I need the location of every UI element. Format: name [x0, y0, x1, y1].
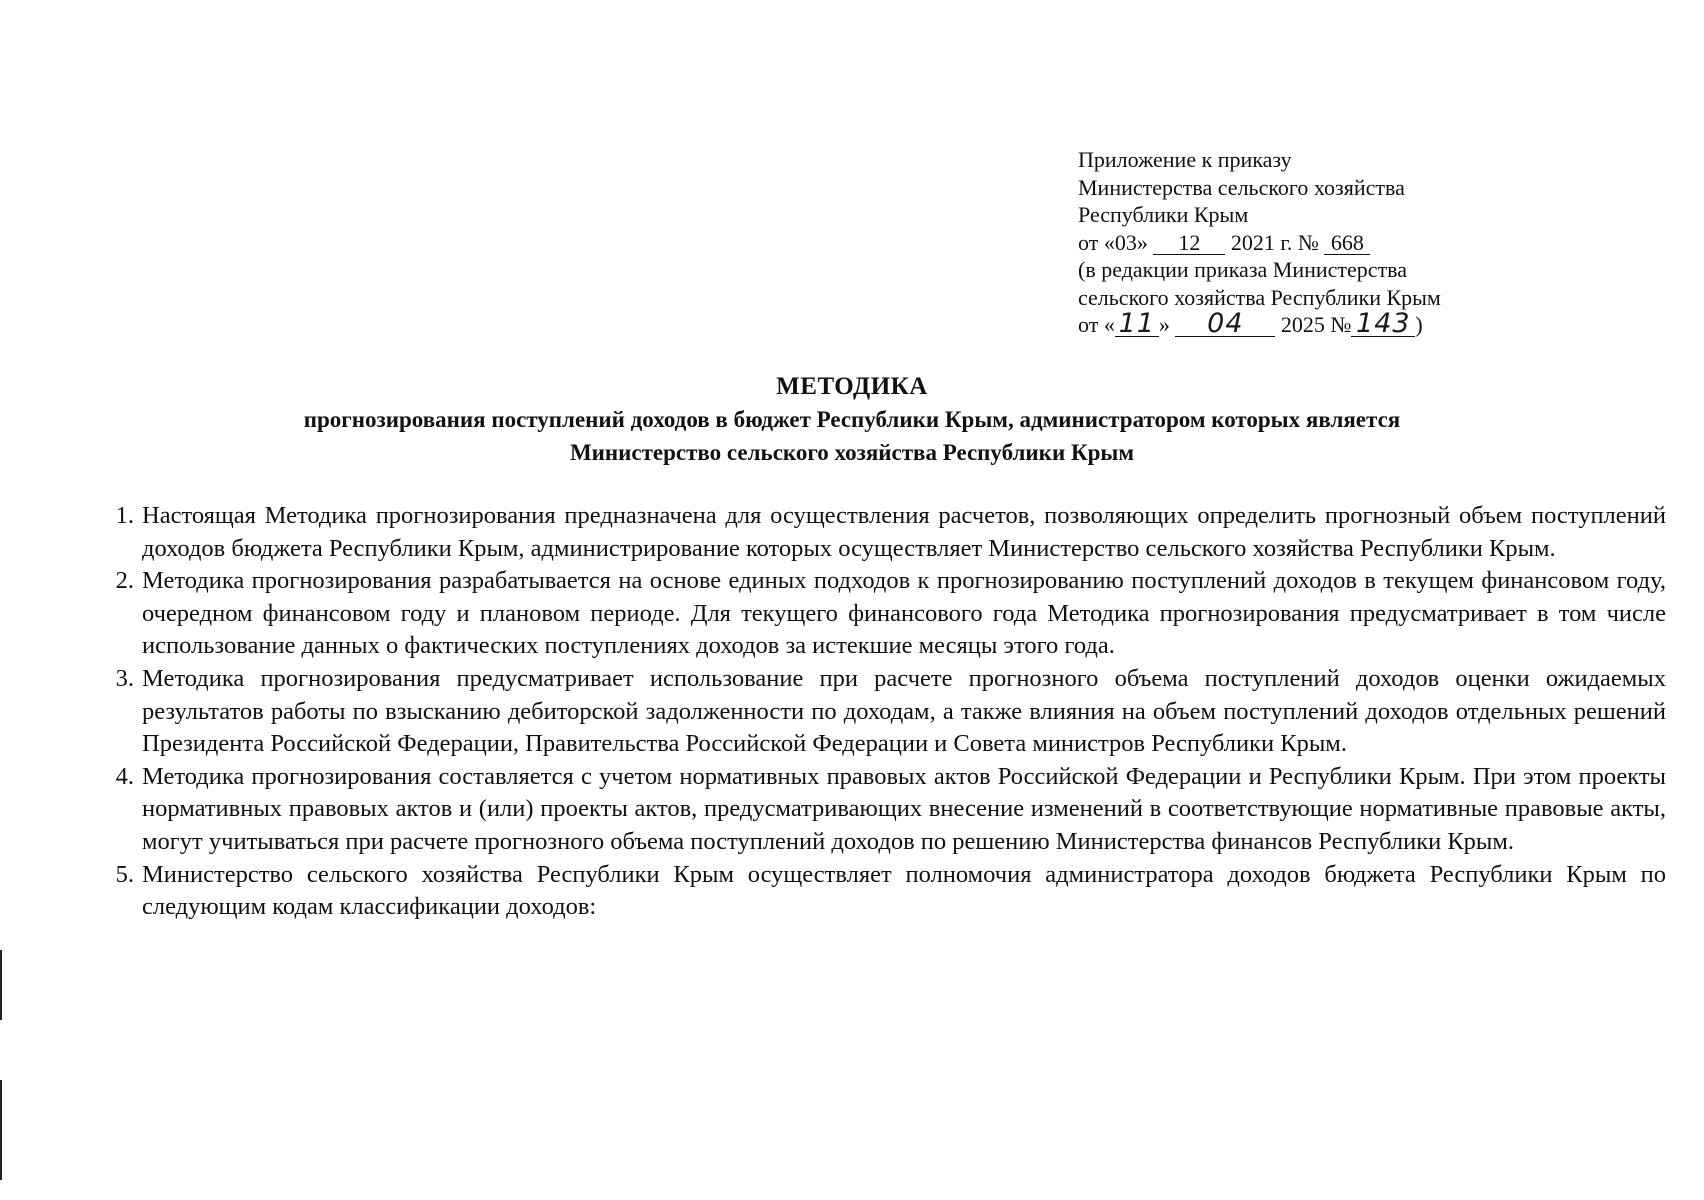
scan-margin-mark [0, 1080, 2, 1180]
item-number: 5. [115, 860, 134, 888]
title-main: МЕТОДИКА [776, 373, 928, 400]
item-text: Настоящая Методика прогнозирования предназначена для осуществления расчетов, позволяющих определить прогнозный объем поступлений доходов бюджета Республики Крым, администрирование которых осуществляет Министерство сельского хозяйства Республики Крым. [142, 502, 1666, 562]
amendment-date-line [1078, 308, 1498, 339]
order-date-prefix: от «03» [1078, 229, 1148, 255]
item-text: Методика прогнозирования составляется с учетом нормативных правовых актов Российской Федерации и Республики Крым. При этом проекты нормативных правовых актов и (или) проекты актов, предусматривающих внесение изменений в соответствующие нормативные правовые акты, могут учитываться при расчете прогнозного объема поступлений доходов по решению Министерства финансов Республики Крым. [142, 762, 1666, 855]
appendix-line: сельского хозяйства Республики Крым [1078, 284, 1441, 310]
title-line: Министерство сельского хозяйства Республики Крым [569, 440, 1135, 465]
document-title [120, 370, 1584, 469]
amendment-prefix: от « [1078, 312, 1115, 337]
item-number: 1. [115, 502, 134, 529]
amendment-mid: » [1158, 312, 1170, 337]
list-item [100, 500, 1666, 565]
item-number: 2. [115, 567, 134, 595]
appendix-line: Приложение к приказу [1078, 147, 1292, 172]
scan-margin-mark [0, 950, 2, 1020]
amendment-number-handwritten: 143 [1351, 312, 1415, 337]
amendment-year: 2025 № [1280, 312, 1352, 337]
order-date-line [1078, 229, 1498, 257]
item-number: 3. [115, 664, 134, 692]
amendment-day-handwritten: 11 [1115, 312, 1159, 337]
order-year: 2021 г. № [1230, 229, 1319, 255]
item-text: Методика прогнозирования разрабатывается на основе единых подходов к прогнозированию поступлений доходов в текущем финансовом году, очередном финансовом году и плановом периоде. Для текущего финансового года Методика прогнозирования предусматривает в том числе использование данных о фактических поступлениях доходов за истекшие месяцы этого года. [142, 567, 1666, 660]
list-item [100, 859, 1666, 924]
item-text: Министерство сельского хозяйства Республики Крым осуществляет полномочия администратора доходов бюджета Республики Крым по следующим кодам классификации доходов: [142, 860, 1666, 921]
item-text: Методика прогнозирования предусматривает использование при расчете прогнозного объема поступлений доходов оценки ожидаемых результатов работы по взысканию дебиторской задолженности по доходам, а также влияния на объем поступлений доходов отдельных решений Президента Российской Федерации, Правительства Российской Федерации и Совета министров Республики Крым. [142, 664, 1666, 758]
appendix-block [1078, 146, 1498, 339]
order-number: 668 [1324, 232, 1370, 255]
title-line: прогнозирования поступлений доходов в бюджет Республики Крым, администратором которых является [303, 407, 1401, 432]
appendix-line: (в редакции приказа Министерства [1078, 257, 1408, 282]
appendix-line: Республики Крым [1078, 202, 1249, 227]
appendix-line: Министерства сельского хозяйства [1078, 174, 1405, 200]
amendment-close: ) [1415, 312, 1423, 337]
list-item [100, 565, 1666, 663]
list-item [100, 663, 1666, 761]
numbered-list [100, 500, 1666, 924]
item-number: 4. [115, 762, 134, 790]
order-month: 12 [1153, 232, 1225, 255]
amendment-month-handwritten: 04 [1175, 312, 1275, 337]
list-item [100, 761, 1666, 859]
